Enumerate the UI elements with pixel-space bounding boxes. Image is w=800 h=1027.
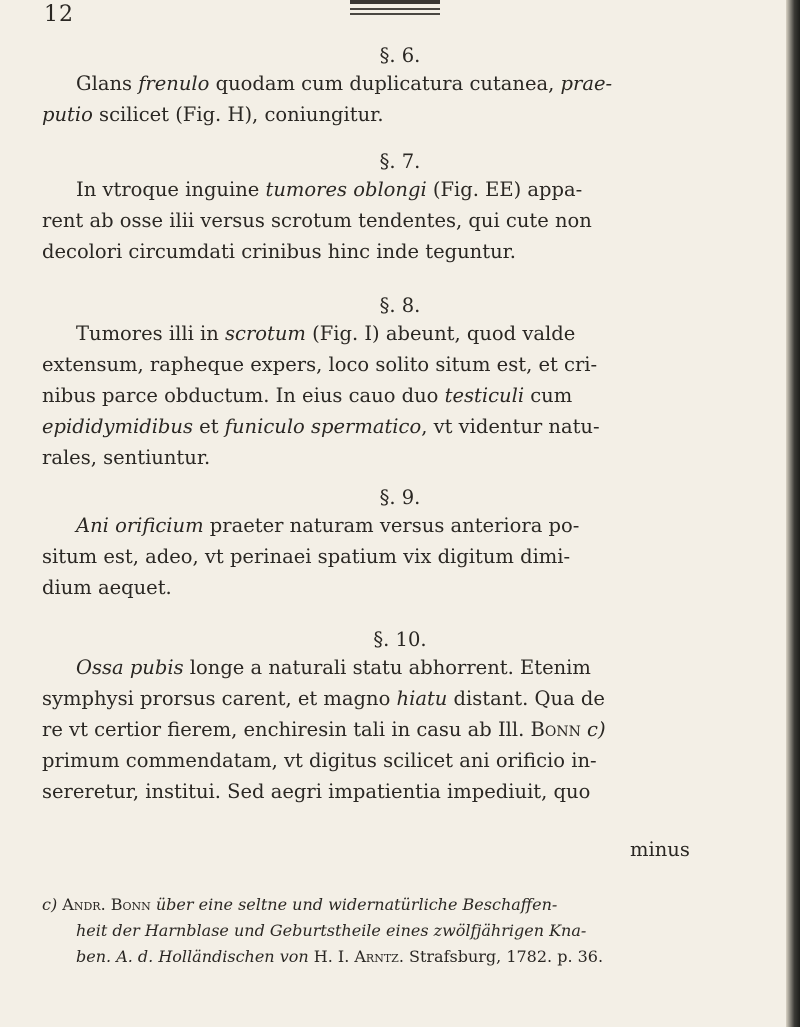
italic-term: Ossa pubis (76, 656, 184, 679)
text: (Fig. EE) appa- (426, 178, 583, 201)
footnote-ref: c) (580, 718, 606, 741)
italic-term: Ani orificium (76, 514, 204, 537)
text: praeter naturam versus anteriora po- (203, 514, 580, 537)
italic-term: putio (42, 103, 93, 126)
text-line: extensum, rapheque expers, loco solito situm est, et cri- (42, 353, 598, 376)
paragraph-9 (42, 510, 742, 603)
footnote-title: über eine seltne und widernatürliche Beschaffen- (150, 895, 558, 914)
italic-term: hiatu (396, 687, 448, 710)
header-rule (350, 8, 440, 10)
author-name: Bonn (530, 718, 581, 741)
section-heading-8: §. 8. (379, 294, 421, 317)
footnote-marker: c) (42, 895, 63, 914)
section-heading-7: §. 7. (379, 150, 421, 173)
text: re vt certior fierem, enchiresin tali in casu ab Ill. (42, 718, 531, 741)
text-line: situm est, adeo, vt perinaei spatium vix digitum dimi- (42, 545, 571, 568)
text: Glans (76, 72, 139, 95)
text: H. I. (308, 947, 355, 966)
text: In vtroque inguine (76, 178, 266, 201)
paragraph-6 (42, 68, 742, 130)
text: longe a naturali statu abhorrent. Etenim (183, 656, 591, 679)
italic-term: tumores oblongi (265, 178, 427, 201)
paragraph-8 (42, 318, 742, 473)
catchword: minus (630, 838, 690, 861)
italic-term: testiculi (444, 384, 525, 407)
text: (Fig. I) abeunt, quod valde (305, 322, 576, 345)
italic-term: funiculo spermatico (224, 415, 422, 438)
paragraph-7 (42, 174, 742, 267)
text: distant. Qua de (447, 687, 605, 710)
italic-term: frenulo (138, 72, 210, 95)
text-line: sereretur, institui. Sed aegri impatientia impediuit, quo (42, 780, 591, 803)
text: Tumores illi in (76, 322, 226, 345)
page-number: 12 (44, 2, 74, 27)
text: et (192, 415, 225, 438)
footnote-title: heit der Harnblase und Geburtstheile eines zwölfjährigen Kna- (76, 921, 587, 940)
italic-term: epididymidibus (42, 415, 193, 438)
author-name: Andr. Bonn (62, 895, 151, 914)
text-line: rales, sentiuntur. (42, 446, 211, 469)
text-line: rent ab osse ilii versus scrotum tendentes, qui cute non (42, 209, 592, 232)
footnote (42, 892, 776, 970)
section-heading-6: §. 6. (379, 44, 421, 67)
text-line: dium aequet. (42, 576, 172, 599)
text: symphysi prorsus carent, et magno (42, 687, 397, 710)
text: cum (524, 384, 573, 407)
text-line: primum commendatam, vt digitus scilicet ani orificio in- (42, 749, 597, 772)
text: quodam cum duplicatura cutanea, (209, 72, 561, 95)
section-heading-10: §. 10. (373, 628, 427, 651)
text: . Strafsburg, 1782. p. 36. (398, 947, 604, 966)
italic-term: scrotum (225, 322, 306, 345)
author-name: Arntz (354, 947, 399, 966)
italic-term: prae- (560, 72, 613, 95)
paragraph-10 (42, 652, 742, 807)
text: scilicet (Fig. H), coniungitur. (92, 103, 384, 126)
text: , vt videntur natu- (421, 415, 600, 438)
text-line: decolori circumdati crinibus hinc inde teguntur. (42, 240, 517, 263)
section-heading-9: §. 9. (379, 486, 421, 509)
text: nibus parce obductum. In eius cauo duo (42, 384, 445, 407)
footnote-title: ben. A. d. Holländischen von (76, 947, 309, 966)
